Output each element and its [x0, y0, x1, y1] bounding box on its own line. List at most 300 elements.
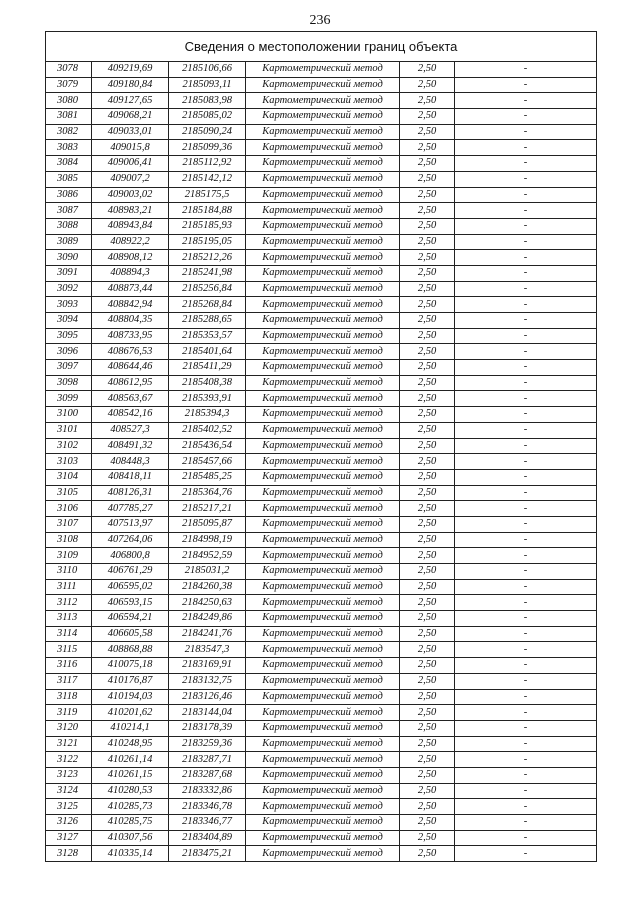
method-cell: Картометрический метод: [246, 250, 400, 266]
precision-cell: 2,50: [400, 736, 455, 752]
x-coordinate-cell: 408868,88: [92, 642, 169, 658]
note-cell: -: [455, 846, 597, 862]
y-coordinate-cell: 2184241,76: [169, 626, 246, 642]
method-cell: Картометрический метод: [246, 736, 400, 752]
point-number-cell: 3096: [46, 344, 92, 360]
method-cell: Картометрический метод: [246, 720, 400, 736]
precision-cell: 2,50: [400, 485, 455, 501]
precision-cell: 2,50: [400, 407, 455, 423]
note-cell: -: [455, 375, 597, 391]
precision-cell: 2,50: [400, 532, 455, 548]
x-coordinate-cell: 407264,06: [92, 532, 169, 548]
x-coordinate-cell: 410280,53: [92, 783, 169, 799]
table-row: [46, 815, 597, 831]
method-cell: Картометрический метод: [246, 62, 400, 78]
method-cell: Картометрический метод: [246, 501, 400, 517]
table-row: [46, 281, 597, 297]
x-coordinate-cell: 408542,16: [92, 407, 169, 423]
table-row: [46, 265, 597, 281]
x-coordinate-cell: 408676,53: [92, 344, 169, 360]
precision-cell: 2,50: [400, 673, 455, 689]
method-cell: Картометрический метод: [246, 642, 400, 658]
y-coordinate-cell: 2185184,88: [169, 203, 246, 219]
point-number-cell: 3097: [46, 360, 92, 376]
method-cell: Картометрический метод: [246, 485, 400, 501]
x-coordinate-cell: 409033,01: [92, 124, 169, 140]
point-number-cell: 3078: [46, 62, 92, 78]
y-coordinate-cell: 2185436,54: [169, 438, 246, 454]
method-cell: Картометрический метод: [246, 658, 400, 674]
point-number-cell: 3080: [46, 93, 92, 109]
precision-cell: 2,50: [400, 265, 455, 281]
table-row: [46, 767, 597, 783]
precision-cell: 2,50: [400, 626, 455, 642]
note-cell: -: [455, 516, 597, 532]
note-cell: -: [455, 783, 597, 799]
table-row: [46, 736, 597, 752]
point-number-cell: 3109: [46, 548, 92, 564]
x-coordinate-cell: 409219,69: [92, 62, 169, 78]
table-row: [46, 109, 597, 125]
point-number-cell: 3086: [46, 187, 92, 203]
note-cell: -: [455, 501, 597, 517]
note-cell: -: [455, 705, 597, 721]
x-coordinate-cell: 408922,2: [92, 234, 169, 250]
method-cell: Картометрический метод: [246, 579, 400, 595]
point-number-cell: 3082: [46, 124, 92, 140]
precision-cell: 2,50: [400, 234, 455, 250]
method-cell: Картометрический метод: [246, 422, 400, 438]
table-row: [46, 611, 597, 627]
point-number-cell: 3101: [46, 422, 92, 438]
method-cell: Картометрический метод: [246, 783, 400, 799]
table-row: [46, 799, 597, 815]
y-coordinate-cell: 2185106,66: [169, 62, 246, 78]
y-coordinate-cell: 2185175,5: [169, 187, 246, 203]
table-row: [46, 548, 597, 564]
note-cell: -: [455, 548, 597, 564]
precision-cell: 2,50: [400, 579, 455, 595]
precision-cell: 2,50: [400, 548, 455, 564]
method-cell: Картометрический метод: [246, 218, 400, 234]
y-coordinate-cell: 2185268,84: [169, 297, 246, 313]
x-coordinate-cell: 410201,62: [92, 705, 169, 721]
y-coordinate-cell: 2185402,52: [169, 422, 246, 438]
y-coordinate-cell: 2185393,91: [169, 391, 246, 407]
precision-cell: 2,50: [400, 391, 455, 407]
point-number-cell: 3126: [46, 815, 92, 831]
note-cell: -: [455, 360, 597, 376]
point-number-cell: 3108: [46, 532, 92, 548]
point-number-cell: 3085: [46, 171, 92, 187]
point-number-cell: 3114: [46, 626, 92, 642]
point-number-cell: 3107: [46, 516, 92, 532]
precision-cell: 2,50: [400, 720, 455, 736]
table-row: [46, 234, 597, 250]
method-cell: Картометрический метод: [246, 407, 400, 423]
point-number-cell: 3100: [46, 407, 92, 423]
point-number-cell: 3128: [46, 846, 92, 862]
note-cell: -: [455, 485, 597, 501]
point-number-cell: 3120: [46, 720, 92, 736]
table-row: [46, 673, 597, 689]
point-number-cell: 3117: [46, 673, 92, 689]
x-coordinate-cell: 407785,27: [92, 501, 169, 517]
point-number-cell: 3102: [46, 438, 92, 454]
x-coordinate-cell: 408894,3: [92, 265, 169, 281]
table-row: [46, 830, 597, 846]
precision-cell: 2,50: [400, 281, 455, 297]
point-number-cell: 3123: [46, 767, 92, 783]
y-coordinate-cell: 2183404,89: [169, 830, 246, 846]
x-coordinate-cell: 406761,29: [92, 564, 169, 580]
method-cell: Картометрический метод: [246, 830, 400, 846]
table-row: [46, 642, 597, 658]
precision-cell: 2,50: [400, 564, 455, 580]
y-coordinate-cell: 2185031,2: [169, 564, 246, 580]
y-coordinate-cell: 2185485,25: [169, 469, 246, 485]
y-coordinate-cell: 2185364,76: [169, 485, 246, 501]
precision-cell: 2,50: [400, 799, 455, 815]
table-row: [46, 532, 597, 548]
point-number-cell: 3092: [46, 281, 92, 297]
note-cell: -: [455, 250, 597, 266]
method-cell: Картометрический метод: [246, 281, 400, 297]
point-number-cell: 3095: [46, 328, 92, 344]
note-cell: -: [455, 438, 597, 454]
note-cell: -: [455, 281, 597, 297]
precision-cell: 2,50: [400, 250, 455, 266]
note-cell: -: [455, 77, 597, 93]
table-row: [46, 595, 597, 611]
table-title: Сведения о местоположении границ объекта: [46, 32, 597, 62]
x-coordinate-cell: 408563,67: [92, 391, 169, 407]
table-row: [46, 124, 597, 140]
y-coordinate-cell: 2183475,21: [169, 846, 246, 862]
method-cell: Картометрический метод: [246, 516, 400, 532]
point-number-cell: 3106: [46, 501, 92, 517]
precision-cell: 2,50: [400, 187, 455, 203]
x-coordinate-cell: 409127,65: [92, 93, 169, 109]
method-cell: Картометрический метод: [246, 375, 400, 391]
x-coordinate-cell: 410285,75: [92, 815, 169, 831]
x-coordinate-cell: 410307,56: [92, 830, 169, 846]
y-coordinate-cell: 2184250,63: [169, 595, 246, 611]
precision-cell: 2,50: [400, 140, 455, 156]
x-coordinate-cell: 409180,84: [92, 77, 169, 93]
note-cell: -: [455, 62, 597, 78]
precision-cell: 2,50: [400, 438, 455, 454]
point-number-cell: 3122: [46, 752, 92, 768]
y-coordinate-cell: 2185256,84: [169, 281, 246, 297]
page-number: 236: [309, 13, 331, 28]
note-cell: -: [455, 642, 597, 658]
table-row: [46, 407, 597, 423]
method-cell: Картометрический метод: [246, 313, 400, 329]
x-coordinate-cell: 410176,87: [92, 673, 169, 689]
y-coordinate-cell: 2185185,93: [169, 218, 246, 234]
method-cell: Картометрический метод: [246, 265, 400, 281]
x-coordinate-cell: 408491,32: [92, 438, 169, 454]
method-cell: Картометрический метод: [246, 140, 400, 156]
y-coordinate-cell: 2185217,21: [169, 501, 246, 517]
method-cell: Картометрический метод: [246, 454, 400, 470]
note-cell: -: [455, 767, 597, 783]
precision-cell: 2,50: [400, 752, 455, 768]
x-coordinate-cell: 408733,95: [92, 328, 169, 344]
precision-cell: 2,50: [400, 454, 455, 470]
boundary-table: [45, 31, 597, 862]
table-row: [46, 438, 597, 454]
table-row: [46, 485, 597, 501]
table-row: [46, 579, 597, 595]
note-cell: -: [455, 830, 597, 846]
y-coordinate-cell: 2185142,12: [169, 171, 246, 187]
table-row: [46, 313, 597, 329]
table-row: [46, 658, 597, 674]
table-row: [46, 705, 597, 721]
note-cell: -: [455, 313, 597, 329]
table-row: [46, 156, 597, 172]
x-coordinate-cell: 406605,58: [92, 626, 169, 642]
x-coordinate-cell: 410285,73: [92, 799, 169, 815]
point-number-cell: 3127: [46, 830, 92, 846]
precision-cell: 2,50: [400, 642, 455, 658]
precision-cell: 2,50: [400, 689, 455, 705]
point-number-cell: 3091: [46, 265, 92, 281]
x-coordinate-cell: 409003,02: [92, 187, 169, 203]
note-cell: -: [455, 265, 597, 281]
x-coordinate-cell: 408804,35: [92, 313, 169, 329]
method-cell: Картометрический метод: [246, 846, 400, 862]
note-cell: -: [455, 187, 597, 203]
x-coordinate-cell: 410194,03: [92, 689, 169, 705]
precision-cell: 2,50: [400, 469, 455, 485]
method-cell: Картометрический метод: [246, 156, 400, 172]
point-number-cell: 3124: [46, 783, 92, 799]
y-coordinate-cell: 2183547,3: [169, 642, 246, 658]
y-coordinate-cell: 2185085,02: [169, 109, 246, 125]
table-row: [46, 564, 597, 580]
note-cell: -: [455, 689, 597, 705]
x-coordinate-cell: 408908,12: [92, 250, 169, 266]
note-cell: -: [455, 799, 597, 815]
y-coordinate-cell: 2185394,3: [169, 407, 246, 423]
y-coordinate-cell: 2185195,05: [169, 234, 246, 250]
precision-cell: 2,50: [400, 124, 455, 140]
x-coordinate-cell: 408644,46: [92, 360, 169, 376]
x-coordinate-cell: 410248,95: [92, 736, 169, 752]
table-row: [46, 250, 597, 266]
precision-cell: 2,50: [400, 501, 455, 517]
precision-cell: 2,50: [400, 203, 455, 219]
note-cell: -: [455, 673, 597, 689]
y-coordinate-cell: 2183178,39: [169, 720, 246, 736]
note-cell: -: [455, 156, 597, 172]
method-cell: Картометрический метод: [246, 626, 400, 642]
note-cell: -: [455, 328, 597, 344]
note-cell: -: [455, 579, 597, 595]
table-row: [46, 454, 597, 470]
y-coordinate-cell: 2183132,75: [169, 673, 246, 689]
precision-cell: 2,50: [400, 93, 455, 109]
table-body: [46, 62, 597, 862]
method-cell: Картометрический метод: [246, 548, 400, 564]
point-number-cell: 3103: [46, 454, 92, 470]
y-coordinate-cell: 2185411,29: [169, 360, 246, 376]
precision-cell: 2,50: [400, 297, 455, 313]
note-cell: -: [455, 344, 597, 360]
table-row: [46, 77, 597, 93]
point-number-cell: 3083: [46, 140, 92, 156]
precision-cell: 2,50: [400, 815, 455, 831]
y-coordinate-cell: 2183346,77: [169, 815, 246, 831]
y-coordinate-cell: 2185241,98: [169, 265, 246, 281]
table-row: [46, 360, 597, 376]
method-cell: Картометрический метод: [246, 109, 400, 125]
precision-cell: 2,50: [400, 422, 455, 438]
method-cell: Картометрический метод: [246, 187, 400, 203]
y-coordinate-cell: 2183287,71: [169, 752, 246, 768]
note-cell: -: [455, 532, 597, 548]
table-row: [46, 297, 597, 313]
table-row: [46, 626, 597, 642]
precision-cell: 2,50: [400, 328, 455, 344]
method-cell: Картометрический метод: [246, 124, 400, 140]
note-cell: -: [455, 109, 597, 125]
y-coordinate-cell: 2183259,36: [169, 736, 246, 752]
precision-cell: 2,50: [400, 171, 455, 187]
table-row: [46, 203, 597, 219]
method-cell: Картометрический метод: [246, 767, 400, 783]
point-number-cell: 3087: [46, 203, 92, 219]
method-cell: Картометрический метод: [246, 705, 400, 721]
point-number-cell: 3121: [46, 736, 92, 752]
table-row: [46, 846, 597, 862]
x-coordinate-cell: 408943,84: [92, 218, 169, 234]
method-cell: Картометрический метод: [246, 532, 400, 548]
x-coordinate-cell: 410261,14: [92, 752, 169, 768]
y-coordinate-cell: 2185408,38: [169, 375, 246, 391]
precision-cell: 2,50: [400, 830, 455, 846]
x-coordinate-cell: 408983,21: [92, 203, 169, 219]
table-row: [46, 344, 597, 360]
y-coordinate-cell: 2185093,11: [169, 77, 246, 93]
note-cell: -: [455, 297, 597, 313]
x-coordinate-cell: 408612,95: [92, 375, 169, 391]
y-coordinate-cell: 2185457,66: [169, 454, 246, 470]
note-cell: -: [455, 815, 597, 831]
note-cell: -: [455, 171, 597, 187]
method-cell: Картометрический метод: [246, 344, 400, 360]
table-title-row: [46, 32, 597, 62]
method-cell: Картометрический метод: [246, 689, 400, 705]
x-coordinate-cell: 408126,31: [92, 485, 169, 501]
method-cell: Картометрический метод: [246, 360, 400, 376]
y-coordinate-cell: 2183144,04: [169, 705, 246, 721]
y-coordinate-cell: 2185095,87: [169, 516, 246, 532]
note-cell: -: [455, 124, 597, 140]
note-cell: -: [455, 234, 597, 250]
precision-cell: 2,50: [400, 783, 455, 799]
precision-cell: 2,50: [400, 156, 455, 172]
table-row: [46, 720, 597, 736]
method-cell: Картометрический метод: [246, 752, 400, 768]
point-number-cell: 3115: [46, 642, 92, 658]
precision-cell: 2,50: [400, 516, 455, 532]
precision-cell: 2,50: [400, 767, 455, 783]
table-row: [46, 375, 597, 391]
x-coordinate-cell: 408842,94: [92, 297, 169, 313]
table-row: [46, 469, 597, 485]
note-cell: -: [455, 203, 597, 219]
precision-cell: 2,50: [400, 218, 455, 234]
table-row: [46, 783, 597, 799]
method-cell: Картометрический метод: [246, 673, 400, 689]
y-coordinate-cell: 2184249,86: [169, 611, 246, 627]
point-number-cell: 3119: [46, 705, 92, 721]
method-cell: Картометрический метод: [246, 77, 400, 93]
y-coordinate-cell: 2183169,91: [169, 658, 246, 674]
x-coordinate-cell: 406800,8: [92, 548, 169, 564]
x-coordinate-cell: 409007,2: [92, 171, 169, 187]
table-row: [46, 422, 597, 438]
x-coordinate-cell: 410214,1: [92, 720, 169, 736]
y-coordinate-cell: 2185212,26: [169, 250, 246, 266]
note-cell: -: [455, 391, 597, 407]
point-number-cell: 3099: [46, 391, 92, 407]
note-cell: -: [455, 469, 597, 485]
point-number-cell: 3094: [46, 313, 92, 329]
note-cell: -: [455, 140, 597, 156]
x-coordinate-cell: 410075,18: [92, 658, 169, 674]
y-coordinate-cell: 2184260,38: [169, 579, 246, 595]
y-coordinate-cell: 2185083,98: [169, 93, 246, 109]
table-row: [46, 752, 597, 768]
point-number-cell: 3089: [46, 234, 92, 250]
method-cell: Картометрический метод: [246, 234, 400, 250]
x-coordinate-cell: 408418,11: [92, 469, 169, 485]
method-cell: Картометрический метод: [246, 564, 400, 580]
note-cell: -: [455, 611, 597, 627]
note-cell: -: [455, 454, 597, 470]
point-number-cell: 3088: [46, 218, 92, 234]
point-number-cell: 3084: [46, 156, 92, 172]
x-coordinate-cell: 410335,14: [92, 846, 169, 862]
table-row: [46, 171, 597, 187]
precision-cell: 2,50: [400, 595, 455, 611]
method-cell: Картометрический метод: [246, 297, 400, 313]
y-coordinate-cell: 2185099,36: [169, 140, 246, 156]
point-number-cell: 3113: [46, 611, 92, 627]
precision-cell: 2,50: [400, 611, 455, 627]
note-cell: -: [455, 658, 597, 674]
point-number-cell: 3098: [46, 375, 92, 391]
table-row: [46, 187, 597, 203]
point-number-cell: 3110: [46, 564, 92, 580]
point-number-cell: 3079: [46, 77, 92, 93]
point-number-cell: 3093: [46, 297, 92, 313]
point-number-cell: 3090: [46, 250, 92, 266]
method-cell: Картометрический метод: [246, 815, 400, 831]
table-row: [46, 328, 597, 344]
table-row: [46, 689, 597, 705]
x-coordinate-cell: 409068,21: [92, 109, 169, 125]
x-coordinate-cell: 409006,41: [92, 156, 169, 172]
precision-cell: 2,50: [400, 360, 455, 376]
note-cell: -: [455, 218, 597, 234]
table-row: [46, 140, 597, 156]
